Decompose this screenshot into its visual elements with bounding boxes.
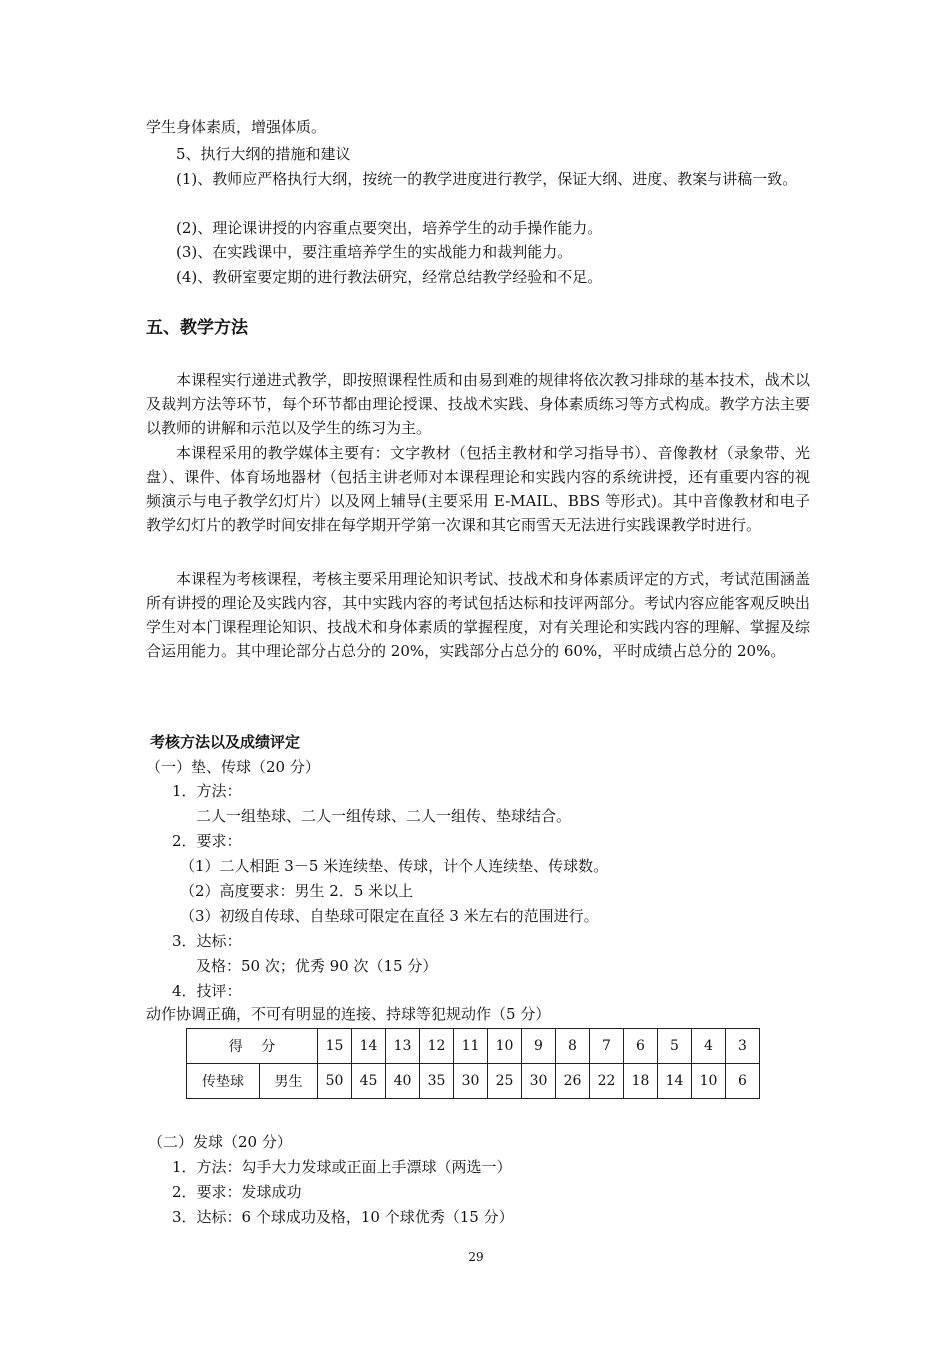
table-cell: 6 [726, 1064, 760, 1099]
list-item: 2．要求：发球成功 [172, 1183, 302, 1201]
table-cell: 30 [454, 1064, 488, 1099]
table-cell: 6 [624, 1029, 658, 1064]
table-cell: 22 [590, 1064, 624, 1099]
table-cell: 12 [420, 1029, 454, 1064]
table-cell: 14 [658, 1064, 692, 1099]
table-cell: 25 [488, 1064, 522, 1099]
table-cell: 18 [624, 1064, 658, 1099]
table-cell: 3 [726, 1029, 760, 1064]
table-cell: 5 [658, 1029, 692, 1064]
table-row [187, 1064, 760, 1099]
table-cell: 26 [556, 1064, 590, 1099]
table-row-sublabel: 男生 [260, 1064, 318, 1099]
table-cell: 8 [556, 1029, 590, 1064]
table-row [187, 1029, 760, 1064]
list-item: （2）高度要求：男生 2．5 米以上 [180, 882, 414, 900]
page-number: 29 [468, 1250, 484, 1264]
section-heading: 五、教学方法 [146, 318, 248, 338]
list-item: 3．达标： [172, 932, 242, 950]
text-line: 学生身体素质，增强体质。 [146, 118, 327, 136]
table-cell: 35 [420, 1064, 454, 1099]
table-cell: 9 [522, 1029, 556, 1064]
list-item: 1．方法： [172, 782, 242, 800]
list-item: (2)、理论课讲授的内容重点要突出，培养学生的动手操作能力。 [176, 219, 603, 237]
table-cell: 4 [692, 1029, 726, 1064]
table-header-label: 得 分 [187, 1029, 318, 1064]
list-item: 2．要求： [172, 832, 242, 850]
table-cell: 7 [590, 1029, 624, 1064]
table-cell: 45 [352, 1064, 386, 1099]
table-cell: 40 [386, 1064, 420, 1099]
list-item: （3）初级自传球、自垫球可限定在直径 3 米左右的范围进行。 [180, 907, 599, 925]
table-cell: 50 [318, 1064, 352, 1099]
part-title: （一）垫、传球（20 分） [146, 758, 320, 776]
table-row-label: 传垫球 [187, 1064, 260, 1099]
list-item: 及格：50 次；优秀 90 次（15 分） [196, 957, 438, 975]
table-cell: 10 [692, 1064, 726, 1099]
table-cell: 10 [488, 1029, 522, 1064]
subsection-heading: 考核方法以及成绩评定 [150, 733, 301, 751]
list-item: 4．技评： [172, 982, 242, 1000]
list-item: 3．达标：6 个球成功及格，10 个球优秀（15 分） [172, 1208, 514, 1226]
paragraph: 本课程为考核课程，考核主要采用理论知识考试、技战术和身体素质评定的方式，考试范围涵盖所有讲授的理论及实践内容，其中实践内容的考试包括达标和技评两部分。考试内容应能客观反映出学生对本门课程理论知识、技战术和身体素质的掌握程度，对有关理论和实践内容的理解、掌握及综合运用能力。其中理论部分占总分的 20%，实践部分占总分的 60%，平时成绩占总分的 20%。 [146, 570, 810, 660]
part-title: （二）发球（20 分） [148, 1133, 292, 1151]
text-line: 动作协调正确，不可有明显的连接、持球等犯规动作（5 分） [146, 1005, 551, 1023]
list-item: (4)、教研室要定期的进行教法研究，经常总结教学经验和不足。 [176, 268, 603, 286]
score-table [186, 1028, 760, 1099]
table-cell: 14 [352, 1029, 386, 1064]
paragraph: (1)、教师应严格执行大纲，按统一的教学进度进行教学，保证大纲、进度、教案与讲稿一致。 [176, 170, 798, 188]
list-item: （1）二人相距 3－5 米连续垫、传球，计个人连续垫、传球数。 [180, 857, 609, 875]
paragraph: 本课程实行递进式教学，即按照课程性质和由易到难的规律将依次教习排球的基本技术，战术以及裁判方法等环节，每个环节都由理论授课、技战术实践、身体素质练习等方式构成。教学方法主要以教师的讲解和示范以及学生的练习为主。 [146, 371, 810, 437]
table-cell: 11 [454, 1029, 488, 1064]
table-cell: 13 [386, 1029, 420, 1064]
list-item: 二人一组垫球、二人一组传球、二人一组传、垫球结合。 [196, 807, 572, 825]
paragraph: 本课程采用的教学媒体主要有：文字教材（包括主教材和学习指导书）、音像教材（录象带、光盘）、课件、体育场地器材（包括主讲老师对本课程理论和实践内容的系统讲授，还有重要内容的视频演示与电子教学幻灯片）以及网上辅导(主要采用 E-MAIL、BBS 等形式)。其中音像教材和电子教学幻灯片的教学时间安排在每学期开学第一次课和其它雨雪天无法进行实践课教学时进行。 [146, 444, 810, 534]
list-item: 1．方法：勾手大力发球或正面上手漂球（两选一） [172, 1158, 512, 1176]
list-item: (3)、在实践课中，要注重培养学生的实战能力和裁判能力。 [176, 243, 573, 261]
table-cell: 15 [318, 1029, 352, 1064]
table-cell: 30 [522, 1064, 556, 1099]
list-heading: 5、执行大纲的措施和建议 [176, 145, 351, 163]
